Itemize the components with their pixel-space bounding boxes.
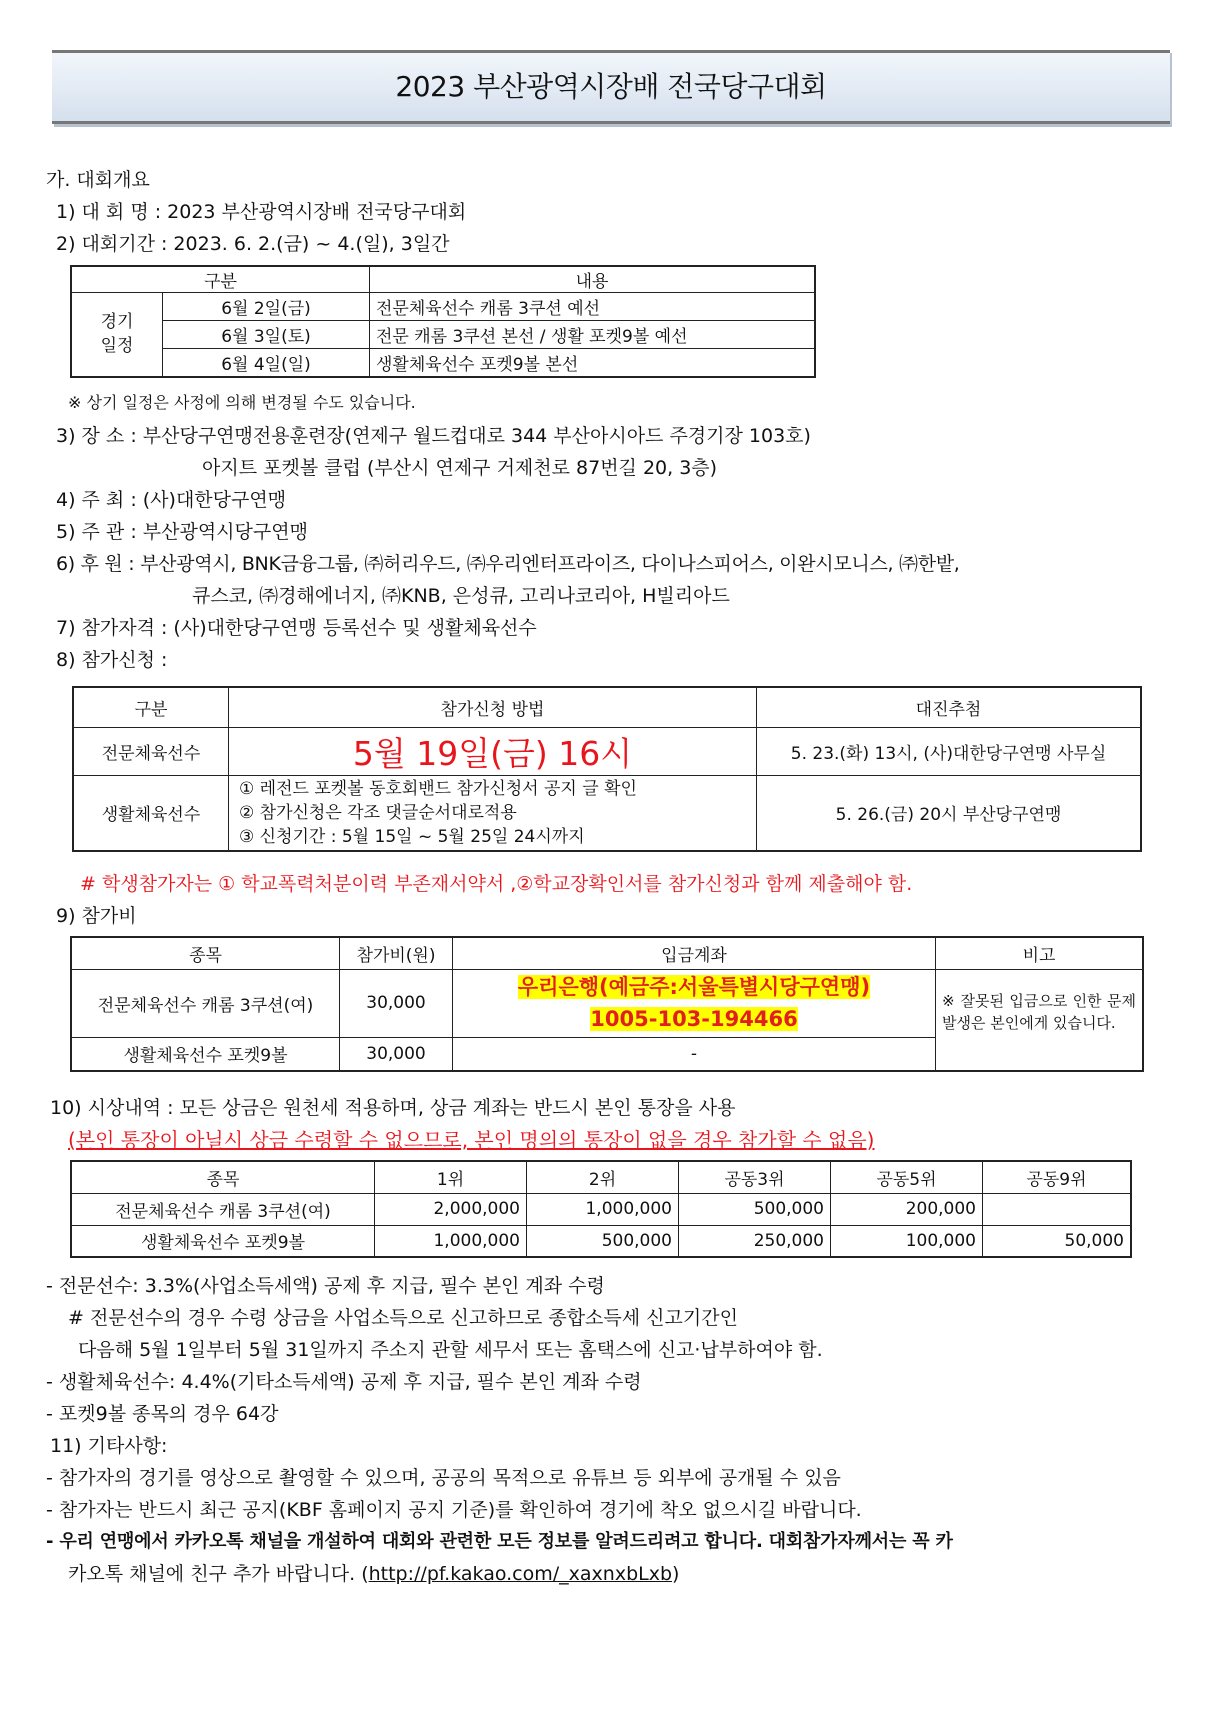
prize-heading: 10) 시상내역 : 모든 상금은 원천세 적용하며, 상금 계좌는 반드시 본인 통장을 사용 — [50, 1097, 736, 1119]
account-number: 1005-103-194466 — [590, 1007, 798, 1031]
organizer-line: 5) 주 관 : 부산광역시당구연맹 — [56, 521, 308, 543]
fee-header-event: 종목 — [71, 937, 340, 969]
student-note: # 학생참가자는 ① 학교폭력처분이력 부존재서약서 ,②학교장확인서를 참가신청과 함께 제출해야 함. — [80, 873, 913, 895]
venue-line-2: 아지트 포켓볼 클럽 (부산시 연제구 거제천로 87번길 20, 3층) — [202, 457, 718, 479]
prize-amount: 2,000,000 — [375, 1193, 527, 1225]
apply-pro-deadline: 5월 19일(금) 16시 — [229, 727, 757, 775]
prize-amount: 500,000 — [679, 1193, 831, 1225]
schedule-group-label: 경기 일정 — [71, 293, 163, 377]
schedule-date: 6월 4일(일) — [163, 349, 370, 377]
schedule-table — [70, 265, 816, 378]
apply-header-method: 참가신청 방법 — [229, 687, 757, 727]
tournament-period: 2) 대회기간 : 2023. 6. 2.(금) ~ 4.(일), 3일간 — [56, 233, 450, 255]
tax-note: - 전문선수: 3.3%(사업소득세액) 공제 후 지급, 필수 본인 계좌 수령 — [46, 1275, 605, 1297]
misc-note: - 참가자의 경기를 영상으로 촬영할 수 있으며, 공공의 목적으로 유튜브 등 외부에 공개될 수 있음 — [46, 1467, 841, 1489]
prize-amount: 200,000 — [831, 1193, 983, 1225]
kakao-note-line-2: 카오톡 채널에 친구 추가 바랍니다. (http://pf.kakao.com/_xaxnxbLxb) — [68, 1563, 680, 1585]
prize-amount: 250,000 — [679, 1225, 831, 1257]
schedule-content: 전문 캐롬 3쿠션 본선 / 생활 포켓9볼 예선 — [370, 321, 816, 349]
tax-note: # 전문선수의 경우 수령 상금을 사업소득으로 신고하므로 종합소득세 신고기간인 — [68, 1307, 738, 1329]
prize-amount: 50,000 — [983, 1225, 1132, 1257]
apply-method-item: ① 레전드 포켓볼 동호회밴드 참가신청서 공지 글 확인 — [239, 778, 637, 799]
schedule-note: ※ 상기 일정은 사정에 의해 변경될 수도 있습니다. — [68, 393, 416, 412]
tournament-name: 1) 대 회 명 : 2023 부산광역시장배 전국당구대회 — [56, 201, 467, 223]
fee-header-account: 입금계좌 — [453, 937, 936, 969]
application-line: 8) 참가신청 : — [56, 649, 168, 671]
prize-event: 생활체육선수 포켓9볼 — [71, 1225, 375, 1257]
application-table — [72, 686, 1142, 852]
misc-heading: 11) 기타사항: — [50, 1435, 168, 1457]
tax-note: - 생활체육선수: 4.4%(기타소득세액) 공제 후 지급, 필수 본인 계좌 수령 — [46, 1371, 642, 1393]
fee-account-empty: - — [453, 1037, 936, 1071]
fee-heading: 9) 참가비 — [56, 905, 137, 927]
apply-amateur-draw: 5. 26.(금) 20시 부산당구연맹 — [757, 775, 1142, 851]
schedule-header-content: 내용 — [370, 266, 816, 293]
prize-header: 2위 — [527, 1161, 679, 1193]
apply-header-draw: 대진추첨 — [757, 687, 1142, 727]
schedule-content: 전문체육선수 캐롬 3쿠션 예선 — [370, 293, 816, 321]
eligibility-line: 7) 참가자격 : (사)대한당구연맹 등록선수 및 생활체육선수 — [56, 617, 537, 639]
apply-method-item: ③ 신청기간 : 5월 15일 ~ 5월 25일 24시까지 — [239, 826, 585, 847]
schedule-content: 생활체육선수 포켓9볼 본선 — [370, 349, 816, 377]
fee-header-amount: 참가비(원) — [340, 937, 453, 969]
fee-note: ※ 잘못된 입금으로 인한 문제 발생은 본인에게 있습니다. — [936, 969, 1144, 1071]
tax-note: 다음해 5월 1일부터 5월 31일까지 주소지 관할 세무서 또는 홈택스에 신고·납부하여야 함. — [78, 1339, 823, 1361]
prize-amount — [983, 1193, 1132, 1225]
sponsor-line-1: 6) 후 원 : 부산광역시, BNK금융그룹, ㈜허리우드, ㈜우리엔터프라이즈, 다이나스피어스, 이완시모니스, ㈜한밭, — [56, 553, 960, 575]
apply-pro-draw: 5. 23.(화) 13시, (사)대한당구연맹 사무실 — [757, 727, 1142, 775]
tax-note: - 포켓9볼 종목의 경우 64강 — [46, 1403, 279, 1425]
section-heading: 가. 대회개요 — [46, 169, 150, 191]
fee-table — [70, 936, 1144, 1072]
prize-header: 공동3위 — [679, 1161, 831, 1193]
bank-name: 우리은행(예금주:서울특별시당구연맹) — [517, 975, 871, 999]
prize-amount: 100,000 — [831, 1225, 983, 1257]
prize-warning: (본인 통장이 아닐시 상금 수령할 수 없으므로, 본인 명의의 통장이 없을 경우 참가할 수 없음) — [68, 1128, 875, 1152]
prize-header: 공동9위 — [983, 1161, 1132, 1193]
kakao-note: - 우리 연맹에서 카카오톡 채널을 개설하여 대회와 관련한 모든 정보를 알려드리려고 합니다. 대회참가자께서는 꼭 카 — [46, 1531, 953, 1552]
fee-bank-account — [453, 969, 936, 1037]
schedule-date: 6월 2일(금) — [163, 293, 370, 321]
prize-header: 1위 — [375, 1161, 527, 1193]
fee-header-note: 비고 — [936, 937, 1144, 969]
host-line: 4) 주 최 : (사)대한당구연맹 — [56, 489, 287, 511]
prize-amount: 1,000,000 — [375, 1225, 527, 1257]
fee-amount: 30,000 — [340, 1037, 453, 1071]
fee-event: 생활체육선수 포켓9볼 — [71, 1037, 340, 1071]
fee-amount: 30,000 — [340, 969, 453, 1037]
prize-amount: 500,000 — [527, 1225, 679, 1257]
schedule-header-category: 구분 — [71, 266, 370, 293]
apply-pro-label: 전문체육선수 — [73, 727, 229, 775]
apply-method-item: ② 참가신청은 각조 댓글순서대로적용 — [239, 802, 517, 823]
schedule-date: 6월 3일(토) — [163, 321, 370, 349]
misc-note: - 참가자는 반드시 최근 공지(KBF 홈페이지 공지 기준)를 확인하여 경기에 착오 없으시길 바랍니다. — [46, 1499, 862, 1521]
kakao-channel-link[interactable]: http://pf.kakao.com/_xaxnxbLxb — [368, 1563, 673, 1585]
fee-event: 전문체육선수 캐롬 3쿠션(여) — [71, 969, 340, 1037]
prize-event: 전문체육선수 캐롬 3쿠션(여) — [71, 1193, 375, 1225]
venue-line-1: 3) 장 소 : 부산당구연맹전용훈련장(연제구 월드컵대로 344 부산아시아드 주경기장 103호) — [56, 425, 811, 447]
apply-amateur-label: 생활체육선수 — [73, 775, 229, 851]
prize-header: 공동5위 — [831, 1161, 983, 1193]
document-title: 2023 부산광역시장배 전국당구대회 — [52, 50, 1170, 124]
apply-amateur-methods — [229, 775, 757, 851]
prize-amount: 1,000,000 — [527, 1193, 679, 1225]
prize-table — [70, 1160, 1132, 1258]
sponsor-line-2: 큐스코, ㈜경해에너지, ㈜KNB, 은성큐, 고리나코리아, H빌리아드 — [192, 585, 730, 607]
prize-header: 종목 — [71, 1161, 375, 1193]
apply-header-category: 구분 — [73, 687, 229, 727]
